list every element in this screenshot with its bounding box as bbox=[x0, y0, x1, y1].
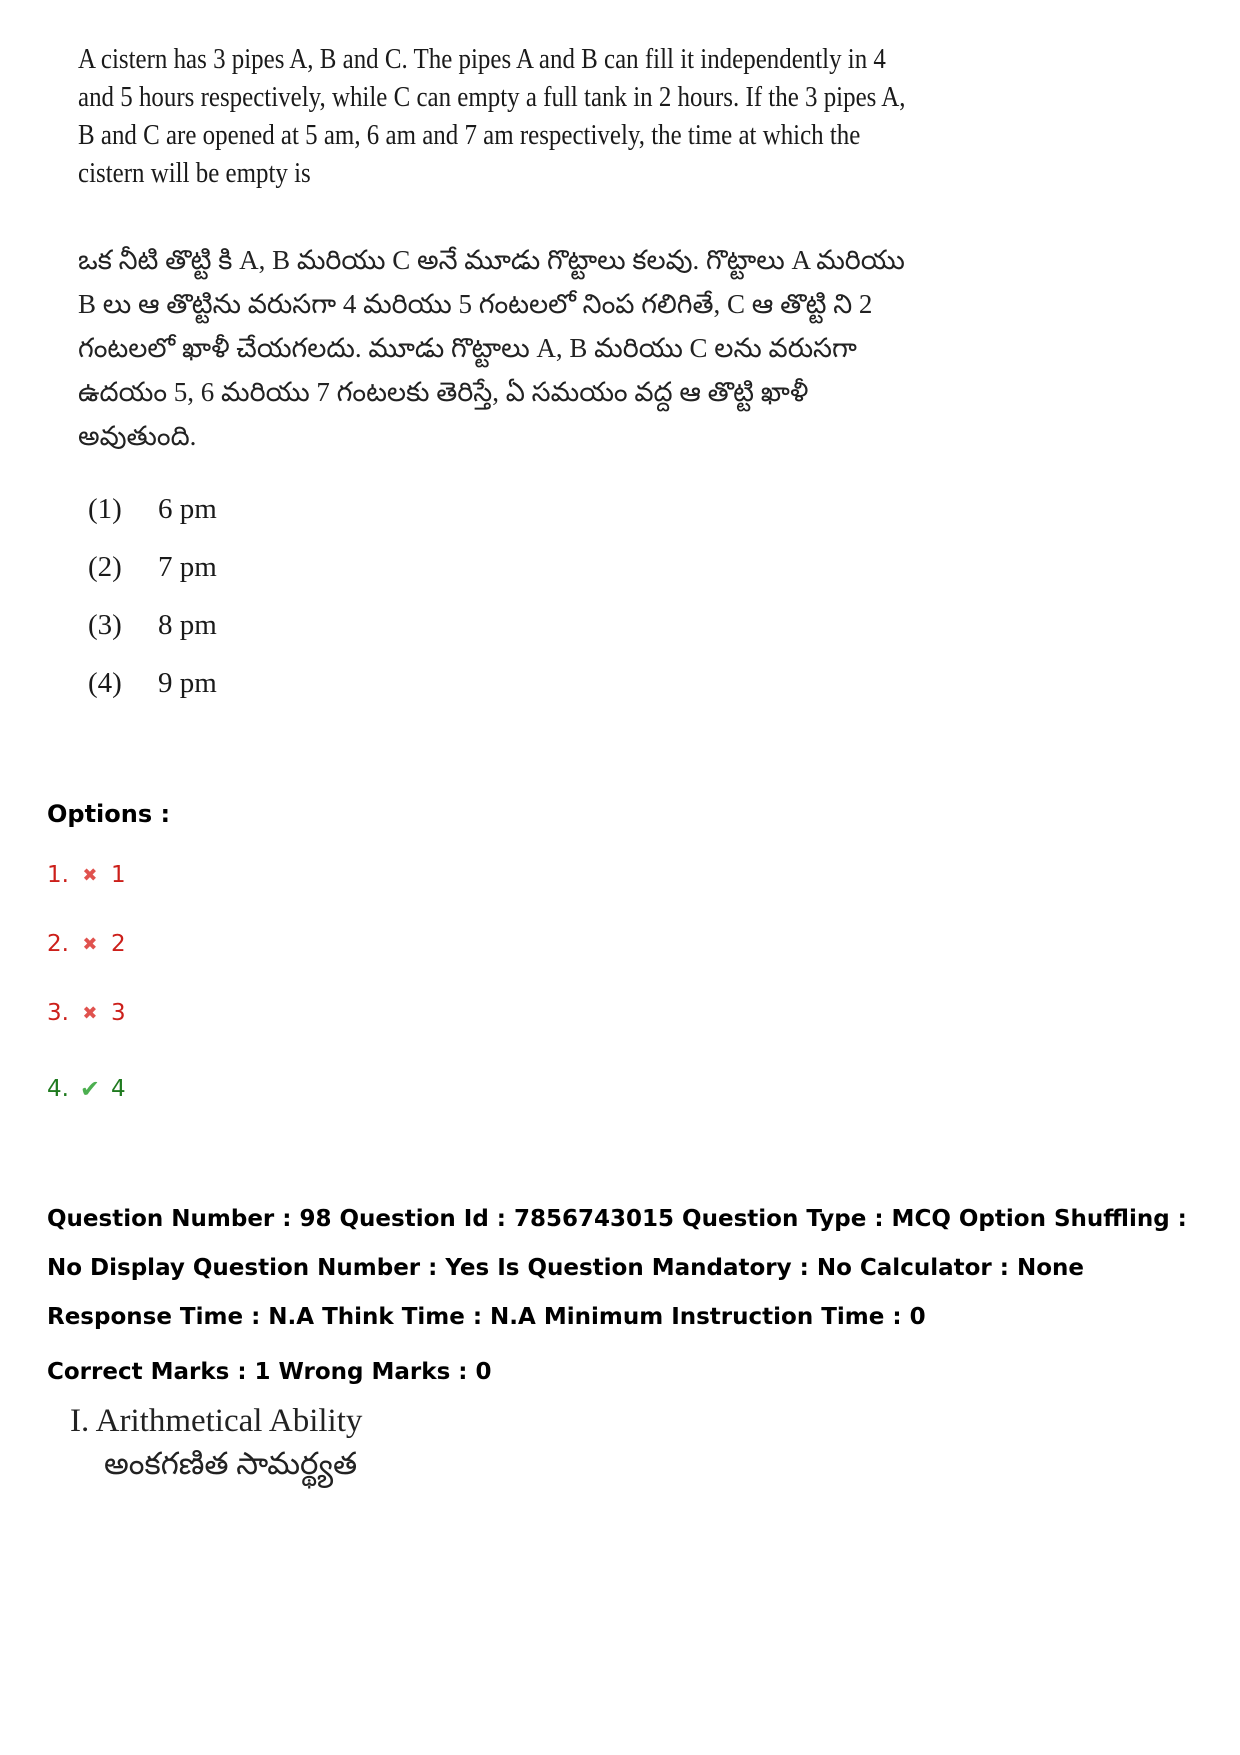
choice-item bbox=[88, 551, 217, 609]
option-item-1 bbox=[47, 862, 126, 888]
question-text-english: A cistern has 3 pipes A, B and C. The pipes A and B can fill it independently in 4 and 5 hours respectively, while C can empty a full tank in 2 hours. If the 3 pipes A, B and C are opened at 5 am, 6 am and 7 am respectively, the time at which the cistern will be empty is bbox=[78, 43, 906, 189]
cross-icon: ✖ bbox=[82, 864, 98, 886]
cross-icon: ✖ bbox=[82, 1002, 98, 1024]
option-index: 4. bbox=[47, 1076, 69, 1102]
options-heading: Options : bbox=[47, 800, 171, 828]
choice-text: 8 pm bbox=[158, 609, 217, 641]
choice-item bbox=[88, 609, 217, 667]
choice-number: (4) bbox=[88, 667, 122, 699]
option-item-2 bbox=[47, 931, 126, 957]
check-icon: ✔ bbox=[79, 1075, 100, 1103]
choice-text: 7 pm bbox=[158, 551, 217, 583]
question-text-telugu: ఒక నీటి తొట్టి కి A, B మరియు C అనే మూడు గొట్టాలు కలవు. గొట్టాలు A మరియు B లు ఆ తొట్టిను వరుసగా 4 మరియు 5 గంటలలో నింప గలిగితే, C ఆ తొట్టి ని 2 గంటలలో ఖాళీ చేయగలదు. మూడు గొట్టాలు A, B మరియు C లను వరుసగా ఉదయం 5, 6 మరియు 7 గంటలకు తెరిస్తే, ఏ సమయం వద్ద ఆ తొట్టి ఖాళీ అవుతుంది. bbox=[78, 245, 905, 451]
option-index: 1. bbox=[47, 862, 69, 888]
choice-text: 6 pm bbox=[158, 493, 217, 525]
cross-icon: ✖ bbox=[82, 933, 98, 955]
question-choices bbox=[88, 493, 217, 725]
choice-text: 9 pm bbox=[158, 667, 217, 699]
choice-item bbox=[88, 667, 217, 725]
option-item-4 bbox=[47, 1075, 126, 1103]
option-index: 2. bbox=[47, 931, 69, 957]
choice-number: (3) bbox=[88, 609, 122, 641]
section-title-english: I. Arithmetical Ability bbox=[70, 1403, 363, 1439]
section-title bbox=[70, 1400, 362, 1486]
marks-info: Correct Marks : 1 Wrong Marks : 0 bbox=[47, 1359, 492, 1385]
question-image bbox=[78, 40, 918, 699]
option-item-3 bbox=[47, 1000, 126, 1026]
option-value: 4 bbox=[110, 1076, 126, 1102]
question-metadata: Question Number : 98 Question Id : 7856743015 Question Type : MCQ Option Shuffling : No Display Question Number : Yes Is Question Mandatory : No Calculator : None Response Time : N.A Think Time : N.A Minimum Instruction Time : 0 bbox=[47, 1206, 1187, 1330]
option-index: 3. bbox=[47, 1000, 69, 1026]
choice-number: (1) bbox=[88, 493, 122, 525]
choice-number: (2) bbox=[88, 551, 122, 583]
choice-item bbox=[88, 493, 217, 551]
option-value: 1 bbox=[110, 862, 126, 888]
section-title-telugu: అంకగణిత సామర్థ్యత bbox=[104, 1446, 358, 1481]
option-value: 2 bbox=[110, 931, 126, 957]
option-value: 3 bbox=[110, 1000, 126, 1026]
